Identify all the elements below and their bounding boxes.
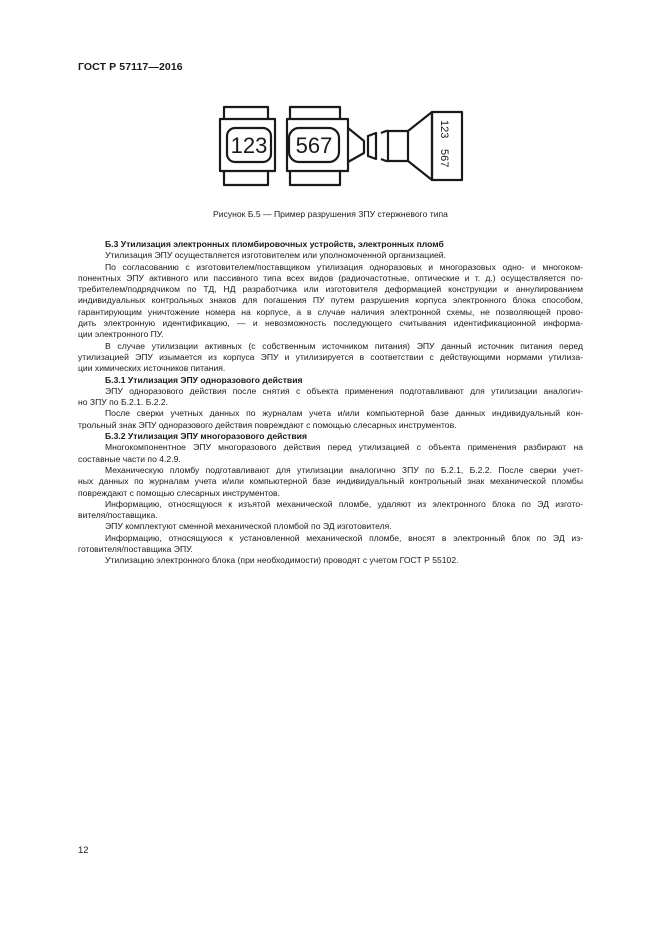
paragraph	[78, 521, 583, 532]
paragraph-line: ции химических источников питания.	[78, 363, 226, 374]
paragraph	[78, 555, 583, 566]
paragraph	[78, 465, 583, 499]
rod-text-bottom: 567	[438, 149, 450, 168]
paragraph-line: Механическую пломбу подготавливают для утилизации аналогично ЗПУ по Б.2.1, Б.2.2. После сверки учет-	[105, 464, 583, 475]
paragraph	[78, 533, 583, 556]
paragraph	[78, 442, 583, 465]
rod-break	[381, 131, 388, 161]
document-body	[78, 239, 583, 567]
paragraph-line: дить электронную идентификацию, — и невозможность последующего считывания идентификационной информа-	[78, 318, 583, 329]
paragraph-line: ЭПУ комплектуют сменной механической пломбой по ЭД изготовителя.	[105, 521, 392, 532]
paragraph-line: Утилизацию электронного блока (при необходимости) проводят с учетом ГОСТ Р 55102.	[105, 555, 459, 566]
rod-stub-left	[368, 133, 376, 159]
broken-seal-figure	[218, 103, 476, 191]
figure-caption: Рисунок Б.5 — Пример разрушения ЗПУ стержневого типа	[213, 209, 448, 219]
paragraph	[78, 499, 583, 522]
paragraph-line: требителем/подрядчиком по ТД, НД разработчика или изготовителя деформацией конструкции и аннулированием	[78, 284, 583, 295]
paragraph	[78, 262, 583, 341]
paragraph-line: утилизацией ЭПУ изымается из корпуса ЭПУ и утилизируется в соответствии с действующими нормами утилиза-	[78, 351, 583, 362]
paragraph	[78, 341, 583, 375]
left-number-text: 123	[230, 133, 268, 158]
paragraph-line: вителя/поставщика.	[78, 510, 158, 521]
seal-neck	[348, 128, 364, 162]
paragraph-line: повреждают с помощью слесарных инструментов.	[78, 487, 280, 498]
paragraph-line: понентных ЭПУ активного или пассивного типа всех видов (радиочастотные, оптические и т. д.) осуществляется по-	[78, 272, 583, 283]
paragraph-line: составные части по 4.2.9.	[78, 453, 181, 464]
paragraph-line: После сверки учетных данных по журналам учета и/или компьютерной базе данных индивидуальный кон-	[105, 408, 583, 419]
paragraph-line: гарантирующим уничтожение номера на корпусе, а в случае наличия электронной схемы, не позволяющей прово-	[78, 306, 583, 317]
rod-text-top: 123	[438, 120, 450, 139]
paragraph	[78, 250, 583, 261]
paragraph-line: ЭПУ одноразового действия после снятия с объекта применения подготавливают для утилизации аналогич-	[105, 385, 583, 396]
paragraph-line: Информацию, относящуюся к установленной механической пломбе, вносят в электронный блок по ЭД из-	[105, 532, 583, 543]
paragraph-line: Утилизация ЭПУ осуществляется изготовителем или уполномоченной организацией.	[105, 250, 446, 261]
rod-cone	[408, 112, 432, 180]
page-number: 12	[78, 845, 89, 856]
paragraph-line: трольный знак ЭПУ одноразового действия повреждают с помощью слесарных инструментов.	[78, 419, 457, 430]
right-number-text: 567	[295, 133, 333, 158]
paragraph-line: ции электронного ПУ.	[78, 329, 164, 340]
document-id: ГОСТ Р 57117—2016	[78, 61, 183, 73]
paragraph-line: индивидуальных контрольных знаков для погашения ПУ путем разрушения корпуса электронного блока способом,	[78, 295, 583, 306]
section-heading-b3: Б.3 Утилизация электронных пломбировочных устройств, электронных пломб	[105, 239, 444, 249]
paragraph	[78, 408, 583, 431]
paragraph-line: готовителя/поставщика ЭПУ.	[78, 544, 193, 555]
paragraph-line: В случае утилизации активных (с собственным источником питания) ЭПУ данный источник питания перед	[105, 340, 583, 351]
paragraph-line: ных данных по журналам учета и/или компьютерной базе индивидуальный контрольный знак механической пломбы	[78, 476, 583, 487]
paragraph-line: Информацию, относящуюся к изъятой механической пломбе, удаляют из электронного блока по ЭД изгото-	[105, 498, 583, 509]
paragraph-line: Многокомпонентное ЭПУ многоразового действия перед утилизацией с объекта применения разбирают на	[105, 442, 583, 453]
rod-body	[388, 131, 408, 161]
paragraph-line: По согласованию с изготовителем/поставщиком утилизация одноразовых и многоразовых одно- и многоком-	[105, 261, 583, 272]
paragraph-line: но ЗПУ по Б.2.1. Б.2.2.	[78, 397, 169, 408]
section-heading-b32: Б.3.2 Утилизация ЭПУ многоразового действия	[105, 431, 307, 442]
section-heading-b31: Б.3.1 Утилизация ЭПУ одноразового действия	[105, 374, 303, 385]
paragraph	[78, 386, 583, 409]
